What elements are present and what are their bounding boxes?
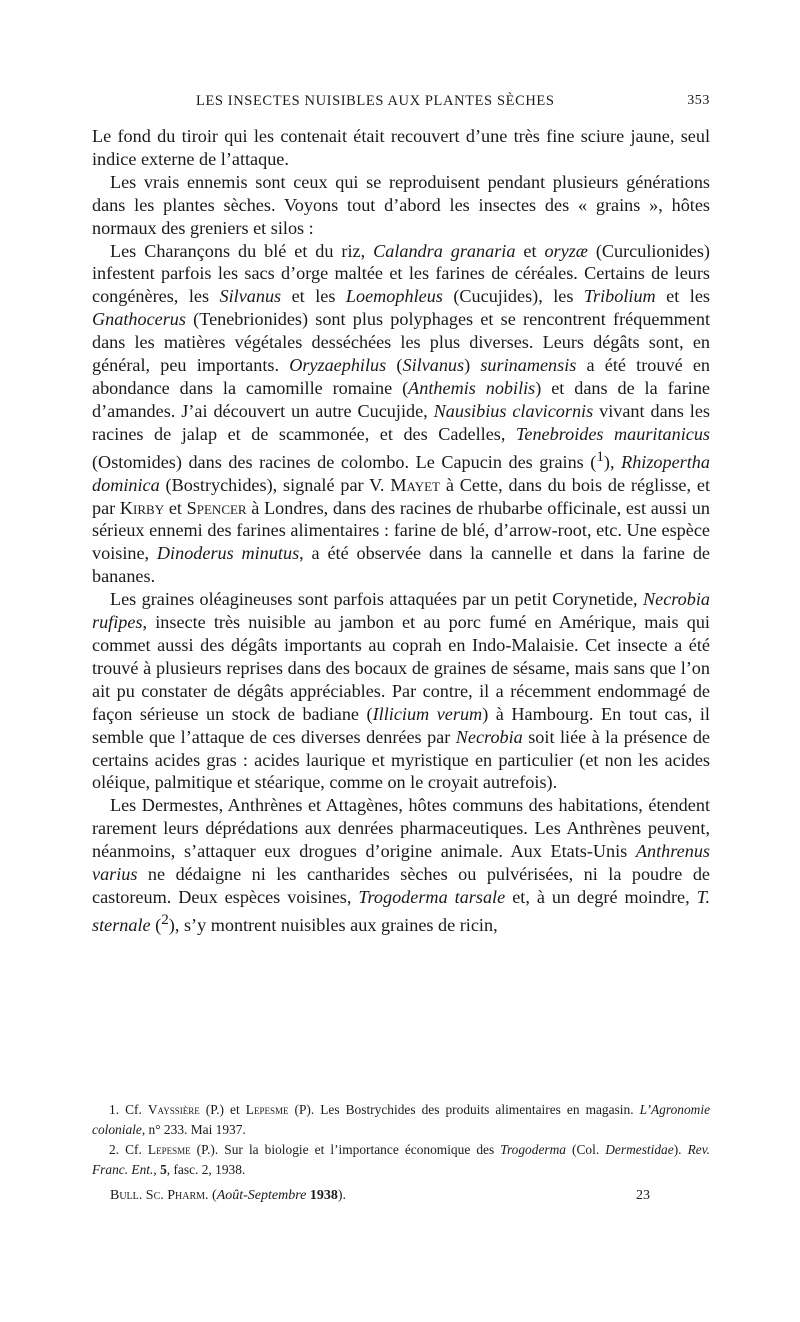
species-name: surinamensis [480, 355, 577, 376]
text-run: (Ostomides) dans des racines de colombo. Le Capucin des grains ( [92, 451, 597, 472]
text-run: 1. Cf. [109, 1102, 148, 1117]
genus-name: Gnathocerus [92, 309, 186, 330]
running-head: LES INSECTES NUISIBLES AUX PLANTES SÈCHES [196, 93, 555, 109]
species-name: Anthemis nobilis [408, 377, 536, 398]
text-run: et, à un degré moindre, [505, 886, 697, 907]
genus-name: Silvanus [219, 286, 282, 307]
footnotes [92, 1100, 710, 1180]
text-run: Le fond du tiroir qui les contenait était recouvert d’une très fine sciure jaune, seul indice externe de l’attaque. [92, 126, 710, 169]
genus-name: Oryzaephilus [289, 355, 387, 376]
text-run: 2. Cf. [109, 1142, 148, 1157]
species-name: Trogoderma tarsale [358, 886, 506, 907]
text-run: (P.). Sur la biologie et l’importance économique des [190, 1142, 501, 1157]
text-run: (Tenebrionides) sont plus polyphages et se rencontrent fréquemment dans les matières végétales desséchées les plus diverses. Leurs dégâts sont, en général, peu importants. [92, 309, 710, 376]
species-name: Tenebroides mauritanicus [515, 423, 711, 444]
author-name: Mayet [390, 474, 440, 495]
text-run: , a été observée dans la cannelle et dans la farine de bananes. [92, 543, 710, 587]
text-run: , [153, 1162, 161, 1177]
text-run: vivant dans les racines de jalap et de scammonée, et des Cadelles, [92, 400, 710, 444]
species-name: T. sternale [92, 886, 710, 935]
text-run: ) [464, 355, 481, 376]
text-run: , fasc. 2, 1938. [166, 1162, 246, 1177]
paragraph-4 [92, 588, 710, 794]
text-run: ), s’y montrent nuisibles aux graines de ricin, [168, 914, 498, 935]
text-run: Les Dermestes, Anthrènes et Attagènes, hôtes communs des habitations, étendent rarement leurs déprédations aux denrées pharmaceutiques. Les Anthrènes peuvent, néanmoins, s’attaquer eux drogues d’origine animale. Aux Etats-Unis [92, 795, 710, 862]
body-text [92, 125, 710, 937]
text-run: (Col. [565, 1142, 606, 1157]
text-run: ), [603, 451, 622, 472]
issue-year: 1938 [309, 1188, 338, 1203]
species-name: Anthrenus varius [92, 841, 710, 885]
text-run: soit liée à la présence de certains acides gras : acides laurique et myristique en particulier (et non les acides oléique, palmitique et stéarique, comme on le croyait autrefois). [92, 726, 710, 793]
text-run: ) à Hambourg. En tout cas, il semble que l’attaque de ces diverses denrées par [92, 703, 710, 747]
journal-title: L’Agronomie coloniale [92, 1102, 711, 1137]
journal-abbrev: Bull. Sc. Pharm. [110, 1188, 209, 1203]
genus-name: Trogoderma [500, 1142, 566, 1157]
journal-title: Rev. Franc. Ent. [92, 1142, 710, 1177]
genus-name: Necrobia [455, 726, 523, 747]
paragraph-2 [92, 171, 710, 240]
genus-name: Tribolium [583, 286, 656, 307]
species-name: Calandra granaria [373, 240, 516, 261]
species-name: oryzæ [544, 240, 588, 261]
author-name: Lepesme [147, 1142, 191, 1157]
text-run: et [515, 240, 545, 261]
text-run: (Bostrychides), signalé par V. [159, 474, 391, 495]
text-run: ). [337, 1188, 347, 1203]
species-name: Rhizopertha dominica [92, 451, 710, 495]
text-run: à Cette, dans du bois de réglisse, et par [92, 474, 710, 518]
text-run: et les [655, 286, 710, 307]
author-name: Kirby [119, 497, 165, 518]
signature-mark: 23 [636, 1188, 650, 1203]
paragraph-1 [92, 125, 710, 171]
footnote-2 [92, 1140, 710, 1180]
text-run: (P). Les Bostrychides des produits alimentaires en magasin. [288, 1102, 640, 1117]
text-run: et [164, 497, 187, 518]
text-run: Les vrais ennemis sont ceux qui se reproduisent pendant plusieurs générations dans les plantes sèches. Voyons tout d’abord les insectes des « grains », hôtes normaux des greniers et silos : [92, 171, 710, 238]
text-run: Les graines oléagineuses sont parfois attaquées par un petit Corynetide, [110, 589, 643, 610]
page-footer [110, 1188, 650, 1210]
author-name: Spencer [186, 497, 247, 518]
paragraph-3 [92, 240, 710, 589]
text-run: (Curculionides) infestent parfois les sacs d’orge maltée et les farines de céréales. Certains de leurs congénères, les [92, 240, 710, 307]
journal-citation [110, 1188, 346, 1204]
paragraph-5 [92, 794, 710, 937]
text-run: ) et dans de la farine d’amandes. J’ai découvert un autre Cucujide, [92, 377, 710, 421]
species-name: Nausibius clavicornis [433, 400, 594, 421]
genus-name: Silvanus [402, 355, 465, 376]
species-name: Dinoderus minutus [156, 543, 300, 564]
text-run: ( [386, 355, 403, 376]
text-run: (P.) et [199, 1102, 246, 1117]
text-run: à Londres, dans des racines de rhubarbe officinale, est aussi un sérieux ennemi des farines alimentaires : farine de blé, d’arrow-root, etc. Une espèce voisine, [92, 497, 710, 564]
page-number: 353 [687, 93, 710, 108]
species-name: Necrobia rufipes [92, 589, 710, 633]
text-run: ( [208, 1188, 217, 1203]
text-run: ne dédaigne ni les cantharides sèches ou pulvérisées, ni la poudre de castoreum. Deux espèces voisines, [92, 864, 710, 907]
text-run: Les Charançons du blé et du riz, [110, 240, 374, 261]
text-run: , n° 233. Mai 1937. [141, 1122, 246, 1137]
text-run: a été trouvé en abondance dans la camomille romaine ( [92, 355, 710, 398]
footnote-ref[interactable]: 2 [161, 910, 169, 928]
species-name: Illicium verum [372, 703, 483, 724]
text-run: et les [281, 286, 346, 307]
author-name: Vayssière [147, 1102, 200, 1117]
text-run: (Cucujides), les [442, 286, 584, 307]
genus-name: Loemophleus [345, 286, 443, 307]
volume-number: 5 [160, 1162, 167, 1177]
footnote-1 [92, 1100, 710, 1140]
author-name: Lepesme [245, 1102, 289, 1117]
issue-months: Août-Septembre [216, 1188, 307, 1203]
page-header [92, 93, 710, 113]
text-run: ( [150, 914, 162, 935]
text-run: ). [673, 1142, 688, 1157]
footnote-ref[interactable]: 1 [596, 447, 604, 465]
text-run: , insecte très nuisible au jambon et au porc fumé en Amérique, mais qui commet aussi des dégâts importants au coprah en Indo-Malaisie. Cet insecte a été trouvé à plusieurs reprises dans des bocaux de graines de sésame, mais sans que l’on ait pu constater de dégâts appréciables. Par contre, il a récemment endommagé de façon sérieuse un stock de badiane ( [92, 612, 710, 724]
family-name: Dermestidae [605, 1142, 674, 1157]
